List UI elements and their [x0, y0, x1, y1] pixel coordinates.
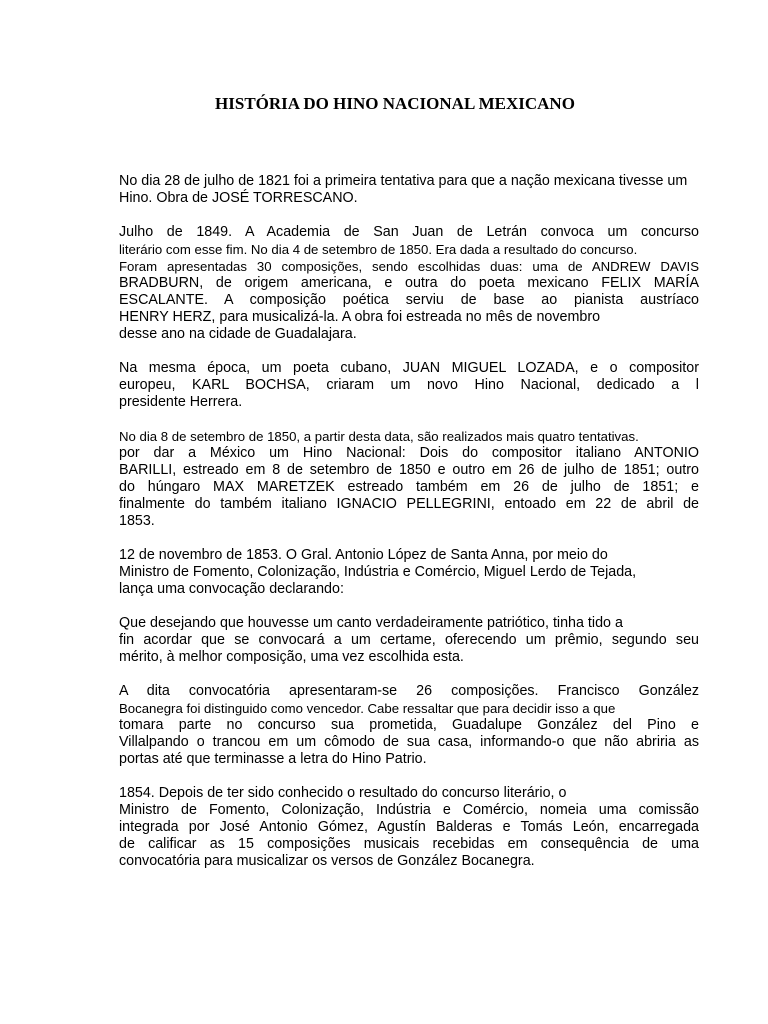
- text-line: HENRY HERZ, para musicalizá-la. A obra foi estreada no mês de novembro: [119, 309, 601, 325]
- text-line: Na mesma época, um poeta cubano, JUAN MIGUEL LOZADA, e o compositor: [119, 360, 699, 376]
- text-line: Villalpando o trancou em um cômodo de sua casa, informando-o que não abriria as: [119, 734, 699, 750]
- text-line: integrada por José Antonio Gómez, Agustín Balderas e Tomás León, encarregada: [119, 819, 699, 835]
- text-line: Julho de 1849. A Academia de San Juan de Letrán convoca um concurso: [119, 224, 699, 240]
- text-line: literário com esse fim. No dia 4 de setembro de 1850. Era dada a resultado do concurso.: [119, 242, 638, 257]
- text-line: finalmente do também italiano IGNACIO PELLEGRINI, entoado em 22 de abril de: [119, 496, 699, 512]
- paragraph-6: [119, 615, 699, 666]
- paragraph-4: [119, 428, 699, 530]
- document-title: HISTÓRIA DO HINO NACIONAL MEXICANO: [215, 94, 575, 113]
- text-line: por dar a México um Hino Nacional: Dois do compositor italiano ANTONIO: [119, 445, 699, 461]
- paragraph-1: [119, 173, 699, 207]
- text-line: mérito, à melhor composição, uma vez escolhida esta.: [119, 649, 464, 665]
- text-line: lança uma convocação declarando:: [119, 581, 344, 597]
- text-line: de calificar as 15 composições musicais recebidas em consequência de uma: [119, 836, 699, 852]
- text-line: desse ano na cidade de Guadalajara.: [119, 326, 357, 342]
- text-line: A dita convocatória apresentaram-se 26 composições. Francisco González: [119, 683, 699, 699]
- text-line: Bocanegra foi distinguido como vencedor. Cabe ressaltar que para decidir isso a que: [119, 701, 616, 716]
- text-line: 1853.: [119, 513, 155, 529]
- text-line: tomara parte no concurso sua prometida, Guadalupe González del Pino e: [119, 717, 699, 733]
- paragraph-7: [119, 683, 699, 768]
- text-line: fin acordar que se convocará a um certame, oferecendo um prêmio, segundo seu: [119, 632, 699, 648]
- text-line: do húngaro MAX MARETZEK estreado também em 26 de julho de 1851; e: [119, 479, 699, 495]
- text-line: No dia 28 de julho de 1821 foi a primeira tentativa para que a nação mexicana tivesse um: [119, 173, 688, 189]
- document-body: [119, 173, 699, 887]
- text-line: BRADBURN, de origem americana, e outra do poeta mexicano FELIX MARÍA: [119, 275, 699, 291]
- text-line: Hino. Obra de JOSÉ TORRESCANO.: [119, 190, 358, 206]
- text-line: presidente Herrera.: [119, 394, 243, 410]
- text-line: portas até que terminasse a letra do Hino Patrio.: [119, 751, 427, 767]
- paragraph-3: [119, 360, 699, 411]
- text-line: europeu, KARL BOCHSA, criaram um novo Hino Nacional, dedicado a l: [119, 377, 699, 393]
- text-line: ESCALANTE. A composição poética serviu de base ao pianista austríaco: [119, 292, 699, 308]
- text-line: Ministro de Fomento, Colonização, Indústria e Comércio, nomeia uma comissão: [119, 802, 699, 818]
- paragraph-5: [119, 547, 699, 598]
- text-line: No dia 8 de setembro de 1850, a partir desta data, são realizados mais quatro tentativas.: [119, 429, 639, 444]
- paragraph-2: [119, 224, 699, 343]
- paragraph-8: [119, 785, 699, 870]
- text-line: BARILLI, estreado em 8 de setembro de 1850 e outro em 26 de julho de 1851; outro: [119, 462, 699, 478]
- text-line: Foram apresentadas 30 composições, sendo escolhidas duas: uma de ANDREW DAVIS: [119, 259, 699, 274]
- text-line: 12 de novembro de 1853. O Gral. Antonio López de Santa Anna, por meio do: [119, 547, 608, 563]
- text-line: 1854. Depois de ter sido conhecido o resultado do concurso literário, o: [119, 785, 567, 801]
- text-line: convocatória para musicalizar os versos de González Bocanegra.: [119, 853, 535, 869]
- text-line: Que desejando que houvesse um canto verdadeiramente patriótico, tinha tido a: [119, 615, 623, 631]
- text-line: Ministro de Fomento, Colonização, Indústria e Comércio, Miguel Lerdo de Tejada,: [119, 564, 637, 580]
